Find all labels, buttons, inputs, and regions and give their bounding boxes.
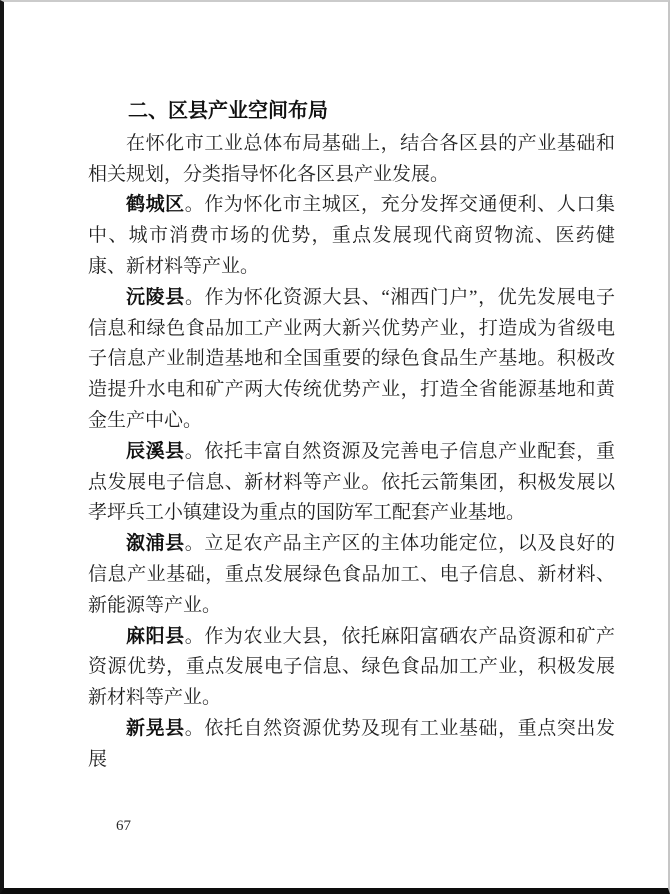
county-paragraph-chenxi <box>88 437 615 529</box>
county-paragraph-xupu <box>88 529 615 621</box>
county-paragraph-hecheng <box>88 190 615 282</box>
county-body: 。立足农产品主产区的主体功能定位，以及良好的信息产业基础，重点发展绿色食品加工、电子信息、新材料、新能源等产业。 <box>88 533 615 616</box>
county-name: 麻阳县 <box>126 625 185 647</box>
county-name: 鹤城区 <box>126 194 185 216</box>
county-paragraph-mayang <box>88 622 615 714</box>
county-name: 沅陵县 <box>126 286 185 308</box>
section-heading: 二、区县产业空间布局 <box>128 100 328 122</box>
county-name: 溆浦县 <box>126 533 185 555</box>
county-body: 。作为怀化资源大县、“湘西门户”，优先发展电子信息和绿色食品加工产业两大新兴优势产业，打造成为省级电子信息产业制造基地和全国重要的绿色食品生产基地。积极改造提升水电和矿产两大传统优势产业，打造全省能源基地和黄金生产中心。 <box>88 286 615 431</box>
county-name: 新晃县 <box>126 717 185 739</box>
county-paragraph-xinhuang <box>88 714 615 776</box>
county-body: 。作为怀化市主城区，充分发挥交通便利、人口集中、城市消费市场的优势，重点发展现代商贸物流、医药健康、新材料等产业。 <box>88 194 615 277</box>
county-paragraph-yuanling <box>88 283 615 437</box>
document-content <box>88 96 615 776</box>
county-body: 。依托自然资源优势及现有工业基础，重点突出发展 <box>88 717 615 770</box>
county-body: 。作为农业大县，依托麻阳富硒农产品资源和矿产资源优势，重点发展电子信息、绿色食品加工产业，积极发展新材料等产业。 <box>88 625 615 709</box>
intro-paragraph: 在怀化市工业总体布局基础上，结合各区县的产业基础和相关规划，分类指导怀化各区县产业发展。 <box>88 132 615 185</box>
county-name: 辰溪县 <box>126 440 185 462</box>
county-body: 。依托丰富自然资源及完善电子信息产业配套，重点发展电子信息、新材料等产业。依托云箭集团，积极发展以孝坪兵工小镇建设为重点的国防军工配套产业基地。 <box>88 440 615 524</box>
page-number: 67 <box>116 818 131 834</box>
